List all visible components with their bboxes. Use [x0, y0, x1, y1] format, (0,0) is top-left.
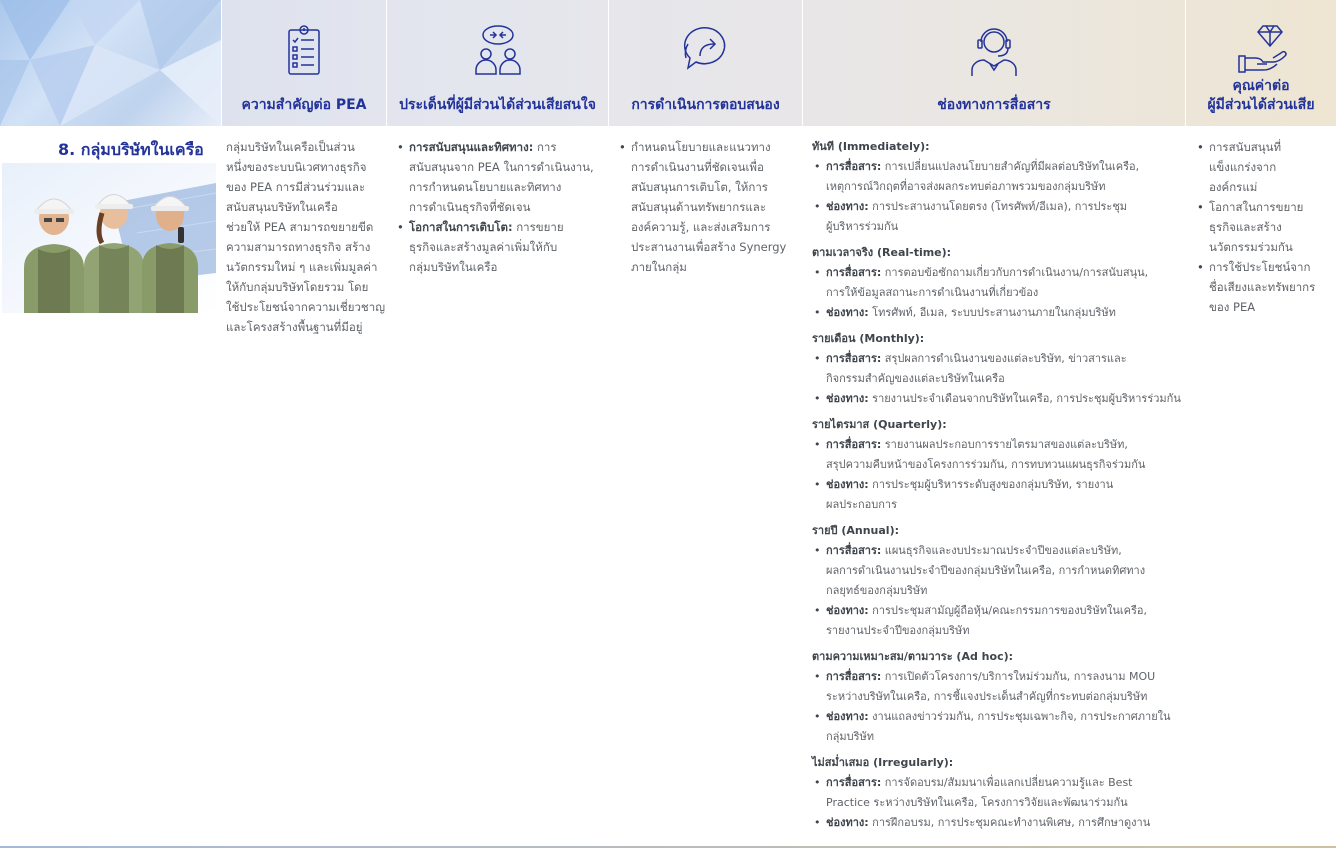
list-item: • การสนับสนุนที่ แข็งแกร่งจาก องค์กรแม่	[1195, 137, 1335, 197]
engineers-photo	[2, 163, 216, 313]
list-item: • การสื่อสาร: สรุปผลการดำเนินงานของแต่ละบริษัท, ข่าวสารและ กิจกรรมสำคัญของแต่ละบริษัทในเครือ	[812, 349, 1184, 389]
channel-section-heading: รายปี (Annual):	[812, 524, 899, 537]
value-list	[1195, 137, 1335, 317]
channel-section-heading: รายไตรมาส (Quarterly):	[812, 418, 947, 431]
channel-section-heading: รายเดือน (Monthly):	[812, 332, 925, 345]
channel-section-heading: ทันที (Immediately):	[812, 140, 930, 153]
channel-section-heading: ไม่สม่ำเสมอ (Irregularly):	[812, 756, 954, 769]
channels-list	[812, 137, 1184, 833]
header-issues	[386, 0, 608, 126]
chat-share-icon	[678, 22, 734, 78]
list-item: • การสื่อสาร: แผนธุรกิจและงบประมาณประจำปีของแต่ละบริษัท, ผลการดำเนินงานประจำปีของกลุ่มบริษัทในเครือ, การกำหนดทิศทาง กลยุทธ์ของกลุ่มบริษัท	[812, 541, 1184, 601]
response-list	[617, 137, 802, 277]
list-item: • ช่องทาง: การประชุมสามัญผู้ถือหุ้น/คณะกรรมการของบริษัทในเครือ, รายงานประจำปีของกลุ่มบริษัท	[812, 601, 1184, 641]
list-item: • กำหนดนโยบายและแนวทาง การดำเนินงานที่ชัดเจนเพื่อ สนับสนุนการเติบโต, ให้การ สนับสนุนด้านทรัพยากรและ องค์ความรู้, และส่งเสริมการ ประสานงานเพื่อสร้าง Synergy ภายในกลุ่ม	[617, 137, 802, 277]
importance-text: กลุ่มบริษัทในเครือเป็นส่วน หนึ่งของระบบนิเวศทางธุรกิจ ของ PEA การมีส่วนร่วมและ สนับสนุนบริษัทในเครือ ช่วยให้ PEA สามารถขยายขีด ความสามารถทางธุรกิจ สร้าง นวัตกรรมใหม่ ๆ และเพิ่มมูลค่า ให้กับกลุ่มบริษัทโดยรวม โดย ใช้ประโยชน์จากความเชี่ยวชาญ และโครงสร้างพื้นฐานที่มีอยู่	[226, 140, 385, 334]
group-title: 8. กลุ่มบริษัทในเครือ	[58, 140, 204, 159]
list-item: • โอกาสในการขยาย ธุรกิจและสร้าง นวัตกรรมร่วมกัน	[1195, 197, 1335, 257]
list-item: • การสื่อสาร: การเปิดตัวโครงการ/บริการใหม่ร่วมกัน, การลงนาม MOU ระหว่างบริษัทในเครือ, การชี้แจงประเด็นสำคัญที่กระทบต่อกลุ่มบริษัท	[812, 667, 1184, 707]
list-item: • ช่องทาง: การประสานงานโดยตรง (โทรศัพท์/อีเมล), การประชุม ผู้บริหารร่วมกัน	[812, 197, 1184, 237]
channel-section-heading: ตามเวลาจริง (Real-time):	[812, 246, 952, 259]
list-item: • ช่องทาง: โทรศัพท์, อีเมล, ระบบประสานงานภายในกลุ่มบริษัท	[812, 303, 1184, 323]
header-response	[608, 0, 802, 126]
list-item: • ช่องทาง: การฝึกอบรม, การประชุมคณะทำงานพิเศษ, การศึกษาดูงาน	[812, 813, 1184, 833]
header-value	[1185, 0, 1336, 126]
list-item: • โอกาสในการเติบโต: การขยาย ธุรกิจและสร้างมูลค่าเพิ่มให้กับ กลุ่มบริษัทในเครือ	[395, 217, 605, 277]
header-importance	[221, 0, 386, 126]
headset-operator-icon	[966, 22, 1022, 78]
header-value-title: คุณค่าต่อ ผู้มีส่วนได้ส่วนเสีย	[1207, 78, 1315, 113]
list-item: • การสนับสนุนและทิศทาง: การ สนับสนุนจาก PEA ในการดำเนินงาน, การกำหนดนโยบายและทิศทาง การดำเนินธุรกิจที่ชัดเจน	[395, 137, 605, 217]
header-issues-title: ประเด็นที่ผู้มีส่วนได้ส่วนเสียสนใจ	[399, 97, 596, 113]
list-item: • ช่องทาง: รายงานประจำเดือนจากบริษัทในเครือ, การประชุมผู้บริหารร่วมกัน	[812, 389, 1184, 409]
people-discussion-icon	[470, 22, 526, 78]
list-item: • การสื่อสาร: การตอบข้อซักถามเกี่ยวกับการดำเนินงาน/การสนับสนุน, การให้ข้อมูลสถานะการดำเนินงานที่เกี่ยวข้อง	[812, 263, 1184, 303]
list-item: • การสื่อสาร: รายงานผลประกอบการรายไตรมาสของแต่ละบริษัท, สรุปความคืบหน้าของโครงการร่วมกัน, การทบทวนแผนธุรกิจร่วมกัน	[812, 435, 1184, 475]
channel-section-heading: ตามความเหมาะสม/ตามวาระ (Ad hoc):	[812, 650, 1014, 663]
list-item: • ช่องทาง: งานแถลงข่าวร่วมกัน, การประชุมเฉพาะกิจ, การประกาศภายใน กลุ่มบริษัท	[812, 707, 1184, 747]
bottom-divider	[0, 846, 1336, 848]
diamond-hand-icon	[1233, 22, 1289, 78]
header-importance-title: ความสำคัญต่อ PEA	[241, 97, 367, 113]
list-item: • ช่องทาง: การประชุมผู้บริหารระดับสูงของกลุ่มบริษัท, รายงาน ผลประกอบการ	[812, 475, 1184, 515]
header-corner-decoration	[0, 0, 221, 126]
list-item: • การสื่อสาร: การจัดอบรม/สัมมนาเพื่อแลกเปลี่ยนความรู้และ Best Practice ระหว่างบริษัทในเครือ, โครงการวิจัยและพัฒนาร่วมกัน	[812, 773, 1184, 813]
header-response-title: การดำเนินการตอบสนอง	[631, 97, 780, 113]
issues-list	[395, 137, 605, 277]
header-channels	[802, 0, 1185, 126]
table-header	[0, 0, 1336, 126]
header-channels-title: ช่องทางการสื่อสาร	[937, 97, 1051, 113]
checklist-clipboard-icon	[276, 22, 332, 78]
list-item: • การใช้ประโยชน์จาก ชื่อเสียงและทรัพยากร ของ PEA	[1195, 257, 1335, 317]
list-item: • การสื่อสาร: การเปลี่ยนแปลงนโยบายสำคัญที่มีผลต่อบริษัทในเครือ, เหตุการณ์วิกฤตที่อาจส่งผลกระทบต่อภาพรวมของกลุ่มบริษัท	[812, 157, 1184, 197]
